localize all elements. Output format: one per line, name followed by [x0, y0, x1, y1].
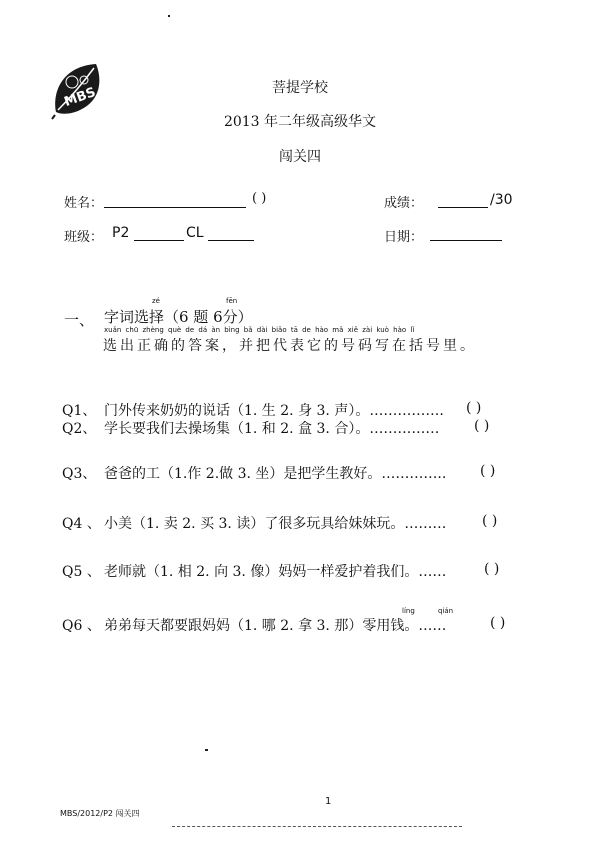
question-6-id: Q6 、	[62, 618, 101, 634]
date-label: 日期：	[384, 230, 424, 245]
question-6-answer[interactable]: ( )	[490, 615, 506, 631]
name-label: 姓名：	[64, 196, 104, 211]
instruction-pinyin: xuǎn chū zhèng què de dá àn bìng bǎ dài biǎo tā de hào mǎ xiě zài kuò hào lǐ	[104, 326, 415, 334]
logo-text: MBS	[62, 84, 98, 111]
score-label: 成绩：	[384, 196, 424, 211]
question-5-text: 老师就（1. 相 2. 向 3. 像）妈妈一样爱护着我们。……	[104, 564, 447, 580]
class-p2: P2	[112, 225, 130, 241]
question-1-answer[interactable]: ( )	[466, 400, 482, 416]
pinyin-fen: fēn	[226, 297, 238, 305]
instruction: 选出正确的答案，并把代表它的号码写在括号里。	[103, 338, 477, 354]
scan-speck	[205, 749, 208, 751]
date-field[interactable]	[430, 240, 502, 241]
score-total: /30	[490, 192, 513, 208]
score-field[interactable]	[438, 207, 488, 208]
footer-rule	[172, 826, 462, 827]
page-title: 闯关四	[279, 149, 321, 165]
school-name: 菩提学校	[272, 80, 328, 96]
question-2-answer[interactable]: ( )	[474, 418, 490, 434]
question-5-answer[interactable]: ( )	[484, 561, 500, 577]
question-4-text: 小美（1. 卖 2. 买 3. 读）了很多玩具给妹妹玩。………	[104, 516, 447, 532]
scan-speck	[168, 15, 170, 17]
footer-page-number: 1	[325, 796, 332, 807]
pinyin-ze: zé	[152, 297, 160, 305]
question-3-id: Q3、	[62, 466, 97, 482]
class-cl: CL	[186, 225, 204, 241]
question-1-id: Q1、	[62, 403, 97, 419]
class-label: 班级：	[64, 230, 104, 245]
class-field-2[interactable]	[208, 240, 254, 241]
section-title: 字词选择（6 题 6分）	[104, 308, 253, 326]
name-field[interactable]	[104, 207, 246, 208]
question-2-text: 学长要我们去操场集（1. 和 2. 盒 3. 合）。……………	[104, 421, 440, 437]
question-6-pinyin-ling: líng	[402, 607, 415, 615]
footer-code: MBS/2012/P2 闯关四	[60, 809, 140, 818]
question-1-text: 门外传来奶奶的说话（1. 生 2. 身 3. 声）。…………….	[104, 403, 444, 419]
question-4-id: Q4 、	[62, 516, 101, 532]
section-number: 一、	[64, 311, 95, 329]
question-3-text: 爸爸的工（1.作 2.做 3. 坐）是把学生教好。…………..	[104, 466, 447, 482]
question-5-id: Q5 、	[62, 564, 101, 580]
question-6-text: 弟弟每天都要跟妈妈（1. 哪 2. 拿 3. 那）零用钱。……	[104, 618, 447, 634]
question-6-pinyin-qian: qián	[438, 607, 454, 615]
question-3-answer[interactable]: ( )	[480, 463, 496, 479]
course-title: 2013 年二年级高级华文	[223, 114, 377, 130]
question-4-answer[interactable]: ( )	[482, 513, 498, 529]
class-field-1[interactable]	[134, 240, 184, 241]
name-paren: ( )	[252, 191, 267, 206]
question-2-id: Q2、	[62, 421, 97, 437]
